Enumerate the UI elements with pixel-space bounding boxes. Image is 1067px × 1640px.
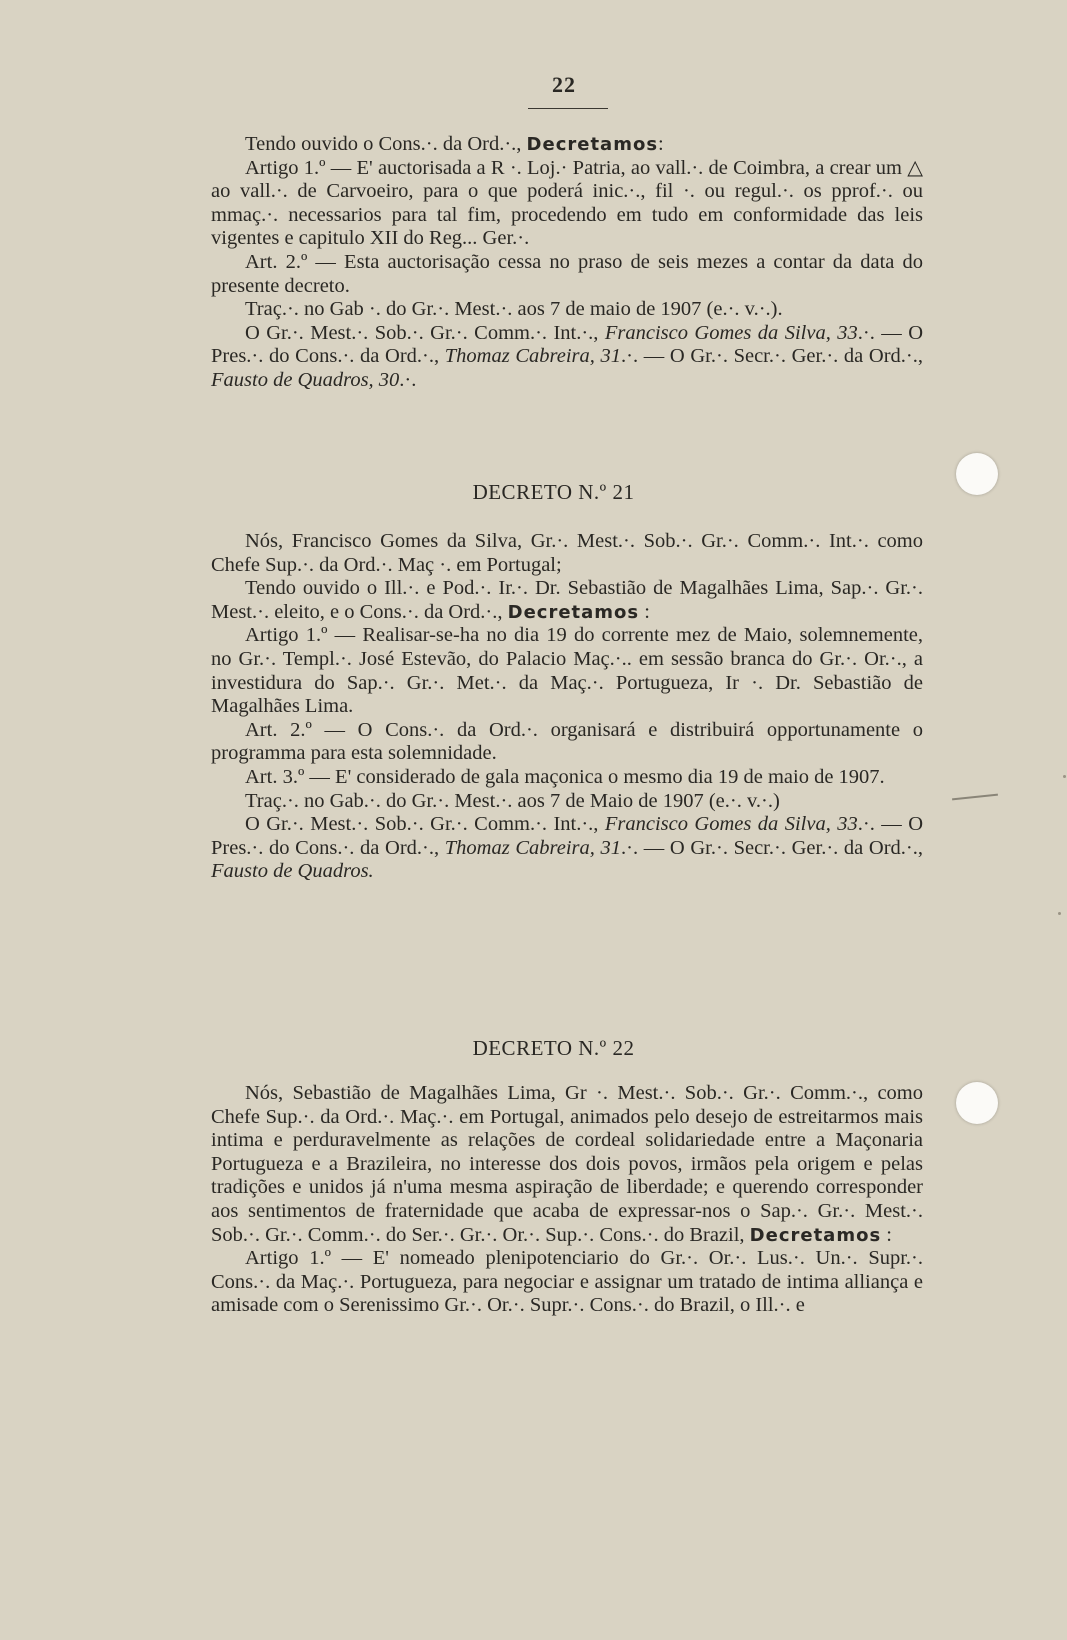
text-run: .·. — O Pres.·. do Cons.·. da Ord.·., — [211, 321, 924, 368]
decree-keyword: Decretamos — [749, 1224, 882, 1246]
signatory-name: Fausto de Quadros, 30 — [211, 368, 400, 391]
margin-dot — [1063, 775, 1066, 778]
decree-22-heading: DECRETO N.º 22 — [472, 1036, 635, 1060]
paragraph — [211, 1247, 923, 1318]
text-run: : — [639, 600, 650, 623]
signatory-name: Francisco Gomes da Silva, 33 — [604, 321, 858, 344]
decree-keyword: Decretamos — [507, 601, 640, 623]
text-run: Art. 3.º — E' considerado de gala maçonica o mesmo dia 19 de maio de 1907. — [245, 765, 885, 788]
paragraph — [211, 133, 923, 157]
paragraph — [211, 298, 923, 322]
punch-hole-bottom — [956, 1082, 998, 1124]
margin-mark — [952, 794, 998, 801]
page-number: 22 — [552, 72, 576, 97]
text-run: .·. — [399, 368, 417, 391]
text-run: Artigo 1.º — E' nomeado plenipotenciario do Gr.·. Or.·. Lus.·. Un.·. Supr.·. Cons.·. da Maç.·. Portugueza, para negociar e assignar um tratado de intima alliança e amisade com o Serenissimo Gr.·. Or.·. Supr.·. Cons.·. do Brazil, o Ill.·. e — [211, 1247, 923, 1317]
signatory-name: Thomaz Cabreira, 31 — [444, 345, 622, 368]
paragraph — [211, 624, 923, 718]
paragraph — [211, 251, 923, 298]
signatory-name: Fausto de Quadros. — [211, 860, 374, 883]
decree-21-body — [211, 530, 923, 884]
paragraph — [211, 813, 923, 884]
paragraph — [211, 577, 923, 624]
text-run: O Gr.·. Mest.·. Sob.·. Gr.·. Comm.·. Int.·., — [245, 813, 605, 836]
signatory-name: Thomaz Cabreira, 31 — [444, 836, 622, 859]
signatory-name: Francisco Gomes da Silva, 33 — [604, 813, 858, 836]
text-run: : — [881, 1223, 892, 1246]
margin-dot — [1058, 912, 1061, 915]
page-number-rule — [528, 108, 608, 109]
text-run: Traç.·. no Gab.·. do Gr.·. Mest.·. aos 7 de Maio de 1907 (e.·. v.·.) — [245, 789, 780, 812]
paragraph — [211, 766, 923, 790]
text-run: .·. — O Gr.·. Secr.·. Ger.·. da Ord.·., — [621, 345, 923, 368]
text-run: O Gr.·. Mest.·. Sob.·. Gr.·. Comm.·. Int.·., — [245, 321, 605, 344]
text-run: Nós, Sebastião de Magalhães Lima, Gr ·. Mest.·. Sob.·. Gr.·. Comm.·., como Chefe Sup.·. da Ord.·. Maç.·. em Portugal, animados pelo desejo de estreitarmos mais intima e perduravelmente as relações de cordeal solidariedade entre a Maçonaria Portugueza e a Brazileira, no interesse dos dois povos, irmãos pela origem e pelas tradições e unidos já n'uma mesma aspiração de liberdade; e querendo corresponder aos sentimentos de fraternidade que acaba de expressar-nos o Sap.·. Gr.·. Mest.·. Sob.·. Gr.·. Comm.·. do Ser.·. Gr.·. Or.·. Sup.·. Cons.·. do Brazil, — [211, 1082, 923, 1246]
text-run: Art. 2.º — Esta auctorisação cessa no praso de seis mezes a contar da data do presente decreto. — [211, 250, 923, 297]
paragraph — [211, 157, 923, 251]
text-run: Nós, Francisco Gomes da Silva, Gr.·. Mest.·. Sob.·. Gr.·. Comm.·. Int.·. como Chefe Sup.·. da Ord.·. Maç ·. em Portugal; — [211, 530, 923, 576]
punch-hole-top — [956, 453, 998, 495]
paragraph — [211, 322, 923, 393]
text-run: Artigo 1.º — Realisar-se-ha no dia 19 do corrente mez de Maio, solemnemente, no Gr.·. Templ.·. José Estevão, do Palacio Maç.·.. em sessão branca do Gr.·. Or.·., a investidura do Sap.·. Gr.·. Met.·. da Maç.·. Portugueza, Ir ·. Dr. Sebastião de Magalhães Lima. — [211, 624, 923, 718]
text-run: Tendo ouvido o Ill.·. e Pod.·. Ir.·. Dr. Sebastião de Magalhães Lima, Sap.·. Gr.·. Mest.·. eleito, e o Cons.·. da Ord.·., — [211, 577, 923, 623]
decree-20-body — [211, 133, 923, 393]
text-run: Artigo 1.º — E' auctorisada a R ·. Loj.· Patria, ao vall.·. de Coimbra, a crear um △ ao vall.·. de Carvoeiro, para o que poderá inic.·., fil ·. ou regul.·. os pprof.·. ou mmaç.·. necessarios para tal fim, procedendo em tudo em conformidade das leis vigentes e capitulo XII do Reg... Ger.·. — [211, 156, 923, 250]
decree-22-body — [211, 1082, 923, 1318]
text-run: Traç.·. no Gab ·. do Gr.·. Mest.·. aos 7 de maio de 1907 (e.·. v.·.). — [245, 298, 783, 321]
paragraph — [211, 530, 923, 577]
text-run: Art. 2.º — O Cons.·. da Ord.·. organisará e distribuirá opportunamente o programma para esta solemnidade. — [211, 718, 923, 765]
text-run: .·. — O Pres.·. do Cons.·. da Ord.·., — [211, 813, 924, 859]
text-run: .·. — O Gr.·. Secr.·. Ger.·. da Ord.·., — [621, 836, 923, 859]
decree-keyword: Decretamos — [526, 134, 659, 155]
paragraph — [211, 790, 923, 814]
decree-21-heading: DECRETO N.º 21 — [472, 480, 635, 504]
paragraph — [211, 719, 923, 766]
paragraph — [211, 1082, 923, 1247]
text-run: : — [658, 133, 664, 155]
text-run: Tendo ouvido o Cons.·. da Ord.·., — [245, 133, 527, 155]
